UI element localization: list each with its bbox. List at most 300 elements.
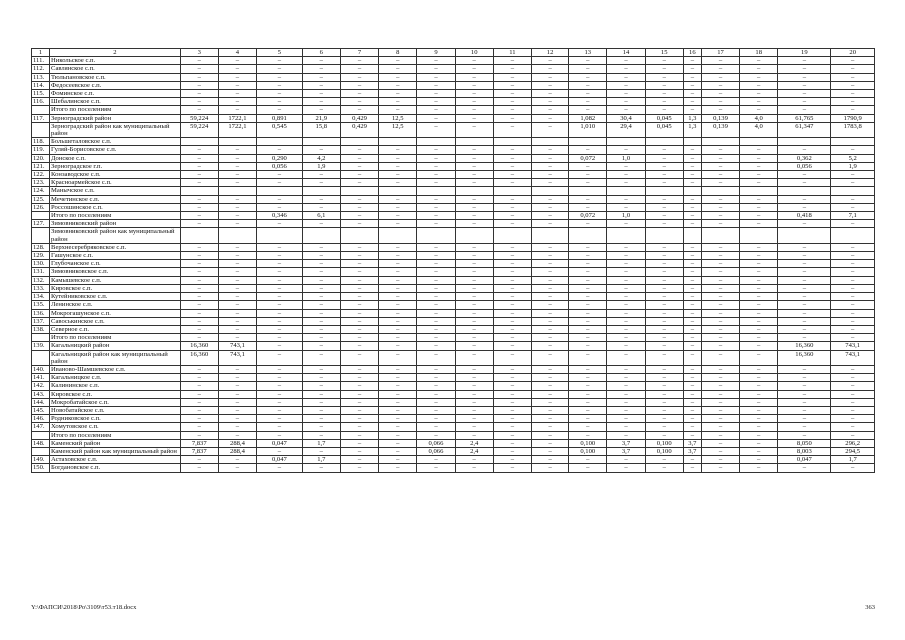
- value-cell: –: [569, 334, 607, 342]
- value-cell: –: [493, 284, 531, 292]
- value-cell: 0,047: [257, 456, 303, 464]
- row-number-cell: 132.: [32, 276, 50, 284]
- value-cell: –: [302, 342, 340, 350]
- value-cell: –: [701, 317, 739, 325]
- value-cell: –: [417, 73, 455, 81]
- value-cell: –: [417, 317, 455, 325]
- value-cell: –: [569, 456, 607, 464]
- table-row: [32, 81, 875, 89]
- value-cell: –: [455, 114, 493, 122]
- value-cell: –: [379, 106, 417, 114]
- value-cell: –: [218, 146, 256, 154]
- value-cell: –: [302, 398, 340, 406]
- value-cell: [607, 228, 645, 243]
- value-cell: –: [831, 252, 875, 260]
- value-cell: –: [379, 301, 417, 309]
- value-cell: –: [379, 146, 417, 154]
- value-cell: –: [455, 171, 493, 179]
- row-number-cell: 140.: [32, 365, 50, 373]
- table-row: [32, 122, 875, 137]
- value-cell: –: [831, 365, 875, 373]
- value-cell: –: [379, 293, 417, 301]
- value-cell: –: [340, 212, 378, 220]
- value-cell: –: [455, 334, 493, 342]
- value-cell: –: [740, 365, 778, 373]
- value-cell: –: [379, 220, 417, 228]
- value-cell: –: [340, 382, 378, 390]
- value-cell: –: [493, 382, 531, 390]
- table-row: [32, 423, 875, 431]
- value-cell: –: [683, 98, 701, 106]
- value-cell: [701, 138, 739, 146]
- value-cell: –: [701, 276, 739, 284]
- value-cell: [379, 138, 417, 146]
- value-cell: –: [257, 365, 303, 373]
- value-cell: [683, 138, 701, 146]
- value-cell: –: [417, 171, 455, 179]
- value-cell: –: [532, 260, 569, 268]
- value-cell: –: [607, 90, 645, 98]
- value-cell: [569, 138, 607, 146]
- row-number-cell: 125.: [32, 195, 50, 203]
- value-cell: –: [417, 90, 455, 98]
- value-cell: –: [257, 243, 303, 251]
- value-cell: –: [569, 365, 607, 373]
- value-cell: –: [455, 243, 493, 251]
- value-cell: –: [607, 398, 645, 406]
- value-cell: –: [645, 398, 683, 406]
- column-number-cell: 12: [532, 49, 569, 57]
- row-number-cell: 121.: [32, 162, 50, 170]
- value-cell: –: [417, 390, 455, 398]
- value-cell: –: [645, 81, 683, 89]
- value-cell: 7,837: [180, 439, 218, 447]
- value-cell: –: [778, 284, 831, 292]
- value-cell: –: [645, 179, 683, 187]
- table-row: [32, 456, 875, 464]
- value-cell: –: [417, 243, 455, 251]
- value-cell: –: [778, 57, 831, 65]
- value-cell: –: [493, 350, 531, 365]
- value-cell: –: [455, 317, 493, 325]
- value-cell: –: [218, 212, 256, 220]
- value-cell: –: [532, 73, 569, 81]
- territory-name-cell: Астаховское с.п.: [50, 456, 181, 464]
- value-cell: [493, 228, 531, 243]
- value-cell: –: [455, 73, 493, 81]
- value-cell: 1,9: [302, 162, 340, 170]
- value-cell: 0,066: [417, 439, 455, 447]
- value-cell: 4,0: [740, 122, 778, 137]
- territory-name-cell: Большеталовское с.п.: [50, 138, 181, 146]
- value-cell: –: [701, 268, 739, 276]
- value-cell: [257, 138, 303, 146]
- value-cell: –: [180, 162, 218, 170]
- value-cell: –: [302, 309, 340, 317]
- value-cell: –: [831, 220, 875, 228]
- value-cell: –: [340, 365, 378, 373]
- value-cell: –: [180, 203, 218, 211]
- value-cell: –: [257, 260, 303, 268]
- value-cell: 8,003: [778, 447, 831, 455]
- value-cell: –: [455, 57, 493, 65]
- value-cell: –: [701, 464, 739, 472]
- value-cell: –: [831, 309, 875, 317]
- value-cell: –: [379, 203, 417, 211]
- value-cell: –: [645, 98, 683, 106]
- value-cell: 288,4: [218, 447, 256, 455]
- value-cell: –: [569, 171, 607, 179]
- value-cell: –: [379, 57, 417, 65]
- value-cell: [257, 187, 303, 195]
- value-cell: –: [302, 365, 340, 373]
- value-cell: –: [455, 146, 493, 154]
- value-cell: –: [701, 154, 739, 162]
- value-cell: –: [683, 374, 701, 382]
- value-cell: [455, 228, 493, 243]
- value-cell: [607, 138, 645, 146]
- territory-name-cell: Зимовниковский район как муниципальный район: [50, 228, 181, 243]
- value-cell: –: [455, 81, 493, 89]
- value-cell: –: [257, 268, 303, 276]
- territory-name-cell: Ленинское с.п.: [50, 301, 181, 309]
- value-cell: –: [607, 309, 645, 317]
- value-cell: 294,5: [831, 447, 875, 455]
- value-cell: –: [302, 171, 340, 179]
- value-cell: 0,545: [257, 122, 303, 137]
- value-cell: 1722,1: [218, 122, 256, 137]
- value-cell: –: [257, 293, 303, 301]
- row-number-cell: 139.: [32, 342, 50, 350]
- territory-name-cell: Итого по поселениям: [50, 106, 181, 114]
- value-cell: –: [379, 456, 417, 464]
- value-cell: –: [257, 203, 303, 211]
- value-cell: –: [645, 415, 683, 423]
- row-number-cell: [32, 431, 50, 439]
- value-cell: –: [379, 317, 417, 325]
- table-row: [32, 342, 875, 350]
- value-cell: [218, 228, 256, 243]
- value-cell: –: [218, 415, 256, 423]
- value-cell: –: [683, 382, 701, 390]
- value-cell: –: [569, 301, 607, 309]
- value-cell: –: [778, 260, 831, 268]
- table-row: [32, 447, 875, 455]
- value-cell: –: [740, 65, 778, 73]
- table-row: [32, 390, 875, 398]
- value-cell: –: [532, 276, 569, 284]
- value-cell: –: [569, 309, 607, 317]
- value-cell: –: [218, 431, 256, 439]
- value-cell: –: [740, 342, 778, 350]
- value-cell: –: [340, 317, 378, 325]
- value-cell: –: [532, 114, 569, 122]
- value-cell: [831, 138, 875, 146]
- value-cell: 0,047: [257, 439, 303, 447]
- value-cell: –: [493, 398, 531, 406]
- value-cell: –: [455, 382, 493, 390]
- table-row: [32, 325, 875, 333]
- value-cell: –: [607, 252, 645, 260]
- value-cell: –: [340, 406, 378, 414]
- value-cell: –: [778, 268, 831, 276]
- column-number-cell: 7: [340, 49, 378, 57]
- value-cell: –: [645, 301, 683, 309]
- value-cell: [645, 138, 683, 146]
- value-cell: –: [455, 195, 493, 203]
- value-cell: –: [569, 431, 607, 439]
- value-cell: –: [417, 374, 455, 382]
- value-cell: –: [778, 293, 831, 301]
- table-row: [32, 195, 875, 203]
- value-cell: –: [778, 301, 831, 309]
- value-cell: –: [340, 293, 378, 301]
- value-cell: –: [701, 98, 739, 106]
- value-cell: –: [218, 423, 256, 431]
- value-cell: –: [455, 301, 493, 309]
- territory-name-cell: Глубочанское с.п.: [50, 260, 181, 268]
- value-cell: [340, 138, 378, 146]
- value-cell: –: [218, 98, 256, 106]
- row-number-cell: 143.: [32, 390, 50, 398]
- value-cell: –: [740, 447, 778, 455]
- value-cell: –: [257, 447, 303, 455]
- value-cell: –: [740, 390, 778, 398]
- value-cell: –: [379, 162, 417, 170]
- value-cell: –: [257, 423, 303, 431]
- value-cell: –: [340, 334, 378, 342]
- column-number-cell: 19: [778, 49, 831, 57]
- value-cell: 296,2: [831, 439, 875, 447]
- value-cell: –: [455, 398, 493, 406]
- row-number-cell: 115.: [32, 90, 50, 98]
- value-cell: –: [740, 81, 778, 89]
- value-cell: –: [455, 154, 493, 162]
- value-cell: –: [532, 365, 569, 373]
- value-cell: –: [740, 98, 778, 106]
- value-cell: –: [645, 293, 683, 301]
- value-cell: –: [532, 195, 569, 203]
- value-cell: [831, 228, 875, 243]
- territory-name-cell: Камышевское с.п.: [50, 276, 181, 284]
- territory-name-cell: Фоминское с.п.: [50, 90, 181, 98]
- value-cell: 288,4: [218, 439, 256, 447]
- value-cell: –: [831, 406, 875, 414]
- value-cell: 1,7: [302, 456, 340, 464]
- value-cell: –: [607, 65, 645, 73]
- value-cell: –: [493, 212, 531, 220]
- value-cell: –: [831, 325, 875, 333]
- value-cell: –: [455, 390, 493, 398]
- value-cell: –: [778, 382, 831, 390]
- table-row: [32, 114, 875, 122]
- value-cell: –: [180, 431, 218, 439]
- value-cell: –: [257, 276, 303, 284]
- value-cell: –: [180, 293, 218, 301]
- value-cell: –: [180, 220, 218, 228]
- territory-name-cell: Итого по поселениям: [50, 431, 181, 439]
- row-number-cell: 135.: [32, 301, 50, 309]
- row-number-cell: 148.: [32, 439, 50, 447]
- value-cell: –: [683, 342, 701, 350]
- value-cell: –: [532, 398, 569, 406]
- value-cell: –: [417, 342, 455, 350]
- value-cell: –: [831, 146, 875, 154]
- column-number-cell: 15: [645, 49, 683, 57]
- column-number-cell: 18: [740, 49, 778, 57]
- value-cell: –: [532, 301, 569, 309]
- table-row: [32, 350, 875, 365]
- value-cell: –: [302, 447, 340, 455]
- value-cell: –: [778, 325, 831, 333]
- value-cell: –: [257, 57, 303, 65]
- value-cell: –: [701, 162, 739, 170]
- value-cell: –: [532, 415, 569, 423]
- value-cell: –: [340, 146, 378, 154]
- value-cell: –: [180, 171, 218, 179]
- value-cell: –: [740, 309, 778, 317]
- value-cell: –: [218, 220, 256, 228]
- territory-name-cell: Калининское с.п.: [50, 382, 181, 390]
- row-number-cell: 144.: [32, 398, 50, 406]
- value-cell: –: [493, 195, 531, 203]
- value-cell: –: [645, 342, 683, 350]
- value-cell: 3,7: [683, 447, 701, 455]
- value-cell: –: [569, 106, 607, 114]
- row-number-cell: 150.: [32, 464, 50, 472]
- value-cell: [455, 187, 493, 195]
- territory-name-cell: Манычское с.п.: [50, 187, 181, 195]
- value-cell: –: [701, 325, 739, 333]
- row-number-cell: 131.: [32, 268, 50, 276]
- table-row: [32, 431, 875, 439]
- value-cell: –: [218, 195, 256, 203]
- value-cell: –: [645, 73, 683, 81]
- value-cell: 29,4: [607, 122, 645, 137]
- territory-name-cell: Зерноградское г.п.: [50, 162, 181, 170]
- value-cell: –: [778, 203, 831, 211]
- value-cell: –: [180, 260, 218, 268]
- column-number-cell: 17: [701, 49, 739, 57]
- value-cell: –: [493, 447, 531, 455]
- value-cell: –: [218, 90, 256, 98]
- value-cell: –: [455, 342, 493, 350]
- value-cell: –: [831, 98, 875, 106]
- value-cell: –: [218, 73, 256, 81]
- value-cell: –: [607, 406, 645, 414]
- value-cell: –: [569, 390, 607, 398]
- value-cell: [493, 187, 531, 195]
- value-cell: –: [569, 374, 607, 382]
- value-cell: –: [493, 146, 531, 154]
- value-cell: –: [218, 171, 256, 179]
- value-cell: –: [569, 162, 607, 170]
- value-cell: –: [645, 195, 683, 203]
- value-cell: –: [740, 171, 778, 179]
- table-header-row: [32, 49, 875, 57]
- value-cell: –: [417, 106, 455, 114]
- column-number-cell: 5: [257, 49, 303, 57]
- value-cell: –: [417, 431, 455, 439]
- value-cell: –: [417, 415, 455, 423]
- value-cell: 743,1: [831, 342, 875, 350]
- value-cell: –: [218, 81, 256, 89]
- value-cell: –: [257, 382, 303, 390]
- value-cell: –: [645, 390, 683, 398]
- value-cell: –: [302, 268, 340, 276]
- value-cell: –: [532, 220, 569, 228]
- value-cell: –: [740, 154, 778, 162]
- value-cell: –: [683, 220, 701, 228]
- value-cell: –: [532, 162, 569, 170]
- value-cell: –: [569, 179, 607, 187]
- value-cell: –: [683, 309, 701, 317]
- value-cell: –: [778, 365, 831, 373]
- value-cell: –: [569, 423, 607, 431]
- value-cell: 1783,8: [831, 122, 875, 137]
- value-cell: –: [645, 57, 683, 65]
- value-cell: –: [532, 179, 569, 187]
- value-cell: –: [455, 365, 493, 373]
- value-cell: –: [257, 342, 303, 350]
- value-cell: –: [379, 276, 417, 284]
- table-row: [32, 464, 875, 472]
- value-cell: –: [831, 73, 875, 81]
- value-cell: –: [455, 268, 493, 276]
- value-cell: –: [257, 415, 303, 423]
- value-cell: –: [257, 301, 303, 309]
- value-cell: –: [379, 439, 417, 447]
- value-cell: –: [532, 382, 569, 390]
- value-cell: –: [218, 284, 256, 292]
- value-cell: –: [569, 98, 607, 106]
- value-cell: –: [340, 423, 378, 431]
- value-cell: –: [607, 342, 645, 350]
- value-cell: –: [607, 195, 645, 203]
- value-cell: –: [340, 98, 378, 106]
- value-cell: –: [831, 464, 875, 472]
- value-cell: [532, 187, 569, 195]
- value-cell: –: [180, 57, 218, 65]
- value-cell: 12,5: [379, 122, 417, 137]
- territory-name-cell: Новобатайское с.п.: [50, 406, 181, 414]
- value-cell: –: [180, 382, 218, 390]
- value-cell: –: [740, 220, 778, 228]
- value-cell: –: [379, 342, 417, 350]
- row-number-cell: 126.: [32, 203, 50, 211]
- table-row: [32, 187, 875, 195]
- value-cell: –: [302, 220, 340, 228]
- value-cell: –: [532, 243, 569, 251]
- row-number-cell: 146.: [32, 415, 50, 423]
- territory-name-cell: Савлянское с.п.: [50, 65, 181, 73]
- value-cell: –: [645, 406, 683, 414]
- value-cell: –: [180, 284, 218, 292]
- value-cell: –: [701, 212, 739, 220]
- value-cell: –: [379, 268, 417, 276]
- value-cell: [302, 138, 340, 146]
- column-number-cell: 20: [831, 49, 875, 57]
- value-cell: –: [180, 390, 218, 398]
- territory-name-cell: Итого по поселениям: [50, 334, 181, 342]
- value-cell: –: [645, 317, 683, 325]
- value-cell: –: [379, 382, 417, 390]
- territory-name-cell: Зимовниковский район: [50, 220, 181, 228]
- value-cell: –: [455, 252, 493, 260]
- value-cell: 743,1: [831, 350, 875, 365]
- value-cell: –: [778, 243, 831, 251]
- value-cell: –: [218, 398, 256, 406]
